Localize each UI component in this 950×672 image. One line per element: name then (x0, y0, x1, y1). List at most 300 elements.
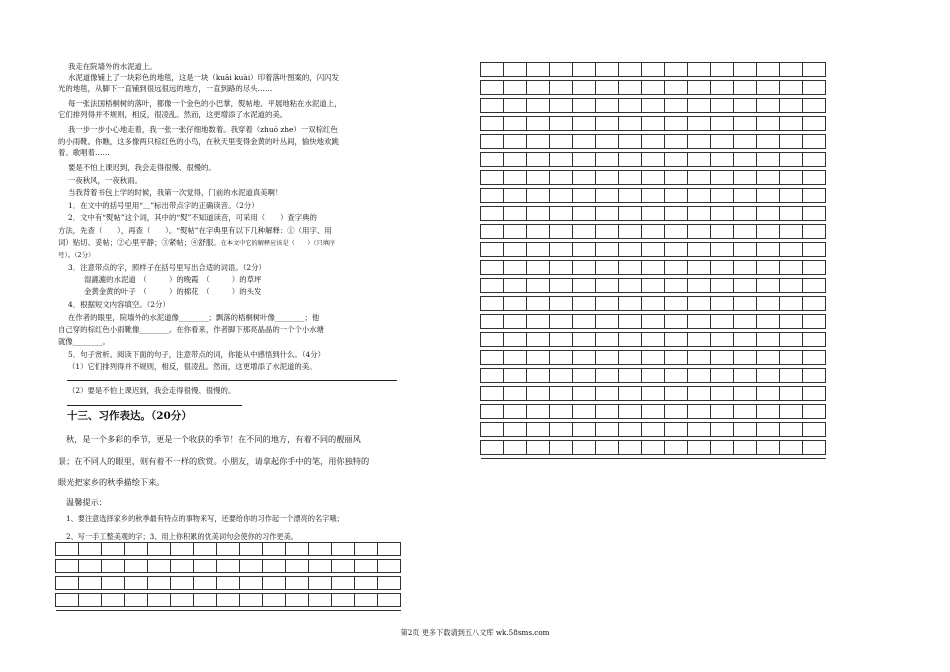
grid-cell[interactable] (780, 135, 803, 149)
grid-cell[interactable] (803, 225, 826, 239)
grid-cell[interactable] (125, 594, 148, 607)
grid-cell[interactable] (734, 387, 757, 401)
grid-cell[interactable] (481, 153, 504, 167)
grid-cell[interactable] (734, 99, 757, 113)
grid-cell[interactable] (711, 189, 734, 203)
grid-cell[interactable] (619, 171, 642, 185)
grid-cell[interactable] (734, 225, 757, 239)
grid-cell[interactable] (642, 405, 665, 419)
grid-cell[interactable] (780, 171, 803, 185)
grid-cell[interactable] (803, 405, 826, 419)
grid-cell[interactable] (263, 577, 286, 590)
grid-cell[interactable] (504, 423, 527, 437)
grid-cell[interactable] (642, 63, 665, 77)
grid-cell[interactable] (596, 279, 619, 293)
grid-cell[interactable] (573, 81, 596, 95)
grid-cell[interactable] (642, 297, 665, 311)
grid-cell[interactable] (803, 189, 826, 203)
grid-cell[interactable] (711, 243, 734, 257)
grid-cell[interactable] (527, 297, 550, 311)
grid-cell[interactable] (688, 63, 711, 77)
grid-cell[interactable] (573, 207, 596, 221)
grid-cell[interactable] (711, 351, 734, 365)
grid-cell[interactable] (803, 135, 826, 149)
grid-cell[interactable] (481, 441, 504, 455)
grid-cell[interactable] (803, 387, 826, 401)
grid-cell[interactable] (734, 405, 757, 419)
grid-cell[interactable] (573, 63, 596, 77)
grid-cell[interactable] (688, 171, 711, 185)
grid-cell[interactable] (665, 81, 688, 95)
grid-cell[interactable] (125, 577, 148, 590)
grid-cell[interactable] (378, 577, 401, 590)
grid-cell[interactable] (102, 543, 125, 556)
grid-cell[interactable] (573, 189, 596, 203)
grid-cell[interactable] (619, 369, 642, 383)
grid-cell[interactable] (803, 261, 826, 275)
grid-cell[interactable] (504, 243, 527, 257)
grid-cell[interactable] (619, 261, 642, 275)
grid-cell[interactable] (504, 441, 527, 455)
grid-cell[interactable] (79, 543, 102, 556)
grid-cell[interactable] (481, 369, 504, 383)
grid-cell[interactable] (481, 117, 504, 131)
grid-cell[interactable] (688, 81, 711, 95)
grid-cell[interactable] (780, 261, 803, 275)
grid-cell[interactable] (286, 543, 309, 556)
grid-cell[interactable] (550, 63, 573, 77)
grid-cell[interactable] (527, 225, 550, 239)
grid-cell[interactable] (550, 315, 573, 329)
grid-cell[interactable] (527, 171, 550, 185)
grid-cell[interactable] (734, 333, 757, 347)
answer-line[interactable] (67, 405, 242, 406)
grid-cell[interactable] (619, 333, 642, 347)
grid-cell[interactable] (527, 135, 550, 149)
grid-cell[interactable] (780, 153, 803, 167)
grid-cell[interactable] (757, 207, 780, 221)
grid-cell[interactable] (504, 387, 527, 401)
grid-cell[interactable] (642, 423, 665, 437)
grid-cell[interactable] (757, 189, 780, 203)
grid-cell[interactable] (803, 369, 826, 383)
grid-cell[interactable] (665, 405, 688, 419)
grid-cell[interactable] (309, 543, 332, 556)
grid-cell[interactable] (481, 225, 504, 239)
grid-cell[interactable] (332, 560, 355, 573)
grid-cell[interactable] (619, 315, 642, 329)
grid-cell[interactable] (757, 387, 780, 401)
grid-cell[interactable] (711, 441, 734, 455)
grid-cell[interactable] (665, 387, 688, 401)
grid-cell[interactable] (757, 333, 780, 347)
grid-cell[interactable] (286, 594, 309, 607)
grid-cell[interactable] (665, 153, 688, 167)
grid-cell[interactable] (803, 63, 826, 77)
grid-cell[interactable] (573, 225, 596, 239)
grid-cell[interactable] (550, 225, 573, 239)
grid-cell[interactable] (803, 315, 826, 329)
grid-cell[interactable] (757, 423, 780, 437)
grid-cell[interactable] (711, 117, 734, 131)
grid-cell[interactable] (263, 594, 286, 607)
grid-cell[interactable] (378, 543, 401, 556)
grid-cell[interactable] (619, 423, 642, 437)
grid-cell[interactable] (688, 279, 711, 293)
grid-cell[interactable] (527, 99, 550, 113)
grid-cell[interactable] (217, 594, 240, 607)
grid-cell[interactable] (757, 63, 780, 77)
grid-cell[interactable] (573, 153, 596, 167)
grid-cell[interactable] (504, 315, 527, 329)
grid-cell[interactable] (757, 297, 780, 311)
grid-cell[interactable] (481, 387, 504, 401)
grid-cell[interactable] (711, 207, 734, 221)
grid-cell[interactable] (642, 333, 665, 347)
grid-cell[interactable] (263, 543, 286, 556)
grid-cell[interactable] (688, 153, 711, 167)
grid-cell[interactable] (665, 351, 688, 365)
grid-cell[interactable] (757, 369, 780, 383)
grid-cell[interactable] (550, 369, 573, 383)
grid-cell[interactable] (504, 63, 527, 77)
grid-cell[interactable] (596, 135, 619, 149)
grid-cell[interactable] (780, 387, 803, 401)
grid-cell[interactable] (596, 225, 619, 239)
grid-cell[interactable] (619, 405, 642, 419)
grid-cell[interactable] (596, 243, 619, 257)
grid-cell[interactable] (734, 261, 757, 275)
grid-cell[interactable] (711, 99, 734, 113)
grid-cell[interactable] (665, 117, 688, 131)
grid-cell[interactable] (734, 135, 757, 149)
grid-cell[interactable] (757, 315, 780, 329)
grid-cell[interactable] (642, 99, 665, 113)
grid-cell[interactable] (757, 225, 780, 239)
grid-cell[interactable] (780, 351, 803, 365)
grid-cell[interactable] (803, 279, 826, 293)
grid-cell[interactable] (665, 207, 688, 221)
grid-cell[interactable] (355, 543, 378, 556)
grid-cell[interactable] (550, 351, 573, 365)
grid-cell[interactable] (619, 441, 642, 455)
grid-cell[interactable] (504, 405, 527, 419)
writing-grid-right[interactable] (480, 62, 826, 459)
grid-cell[interactable] (757, 279, 780, 293)
grid-cell[interactable] (642, 189, 665, 203)
grid-cell[interactable] (734, 369, 757, 383)
grid-cell[interactable] (596, 81, 619, 95)
grid-cell[interactable] (711, 63, 734, 77)
grid-cell[interactable] (780, 99, 803, 113)
grid-cell[interactable] (527, 387, 550, 401)
grid-cell[interactable] (619, 189, 642, 203)
grid-cell[interactable] (194, 577, 217, 590)
grid-cell[interactable] (803, 243, 826, 257)
grid-cell[interactable] (803, 153, 826, 167)
grid-cell[interactable] (711, 81, 734, 95)
grid-cell[interactable] (171, 543, 194, 556)
grid-cell[interactable] (757, 351, 780, 365)
grid-cell[interactable] (619, 351, 642, 365)
grid-cell[interactable] (619, 243, 642, 257)
grid-cell[interactable] (481, 171, 504, 185)
grid-cell[interactable] (481, 279, 504, 293)
grid-cell[interactable] (171, 577, 194, 590)
grid-cell[interactable] (240, 560, 263, 573)
grid-cell[interactable] (504, 189, 527, 203)
grid-cell[interactable] (803, 441, 826, 455)
grid-cell[interactable] (803, 117, 826, 131)
grid-cell[interactable] (194, 594, 217, 607)
grid-cell[interactable] (619, 135, 642, 149)
grid-cell[interactable] (780, 81, 803, 95)
grid-cell[interactable] (79, 577, 102, 590)
grid-cell[interactable] (102, 577, 125, 590)
grid-cell[interactable] (688, 225, 711, 239)
grid-cell[interactable] (332, 594, 355, 607)
grid-cell[interactable] (550, 261, 573, 275)
grid-cell[interactable] (596, 441, 619, 455)
grid-cell[interactable] (734, 279, 757, 293)
grid-cell[interactable] (481, 261, 504, 275)
grid-cell[interactable] (642, 81, 665, 95)
grid-cell[interactable] (504, 135, 527, 149)
grid-cell[interactable] (711, 369, 734, 383)
grid-cell[interactable] (596, 99, 619, 113)
grid-cell[interactable] (642, 117, 665, 131)
grid-cell[interactable] (642, 207, 665, 221)
grid-cell[interactable] (665, 441, 688, 455)
grid-cell[interactable] (596, 423, 619, 437)
grid-cell[interactable] (642, 261, 665, 275)
grid-cell[interactable] (711, 387, 734, 401)
grid-cell[interactable] (596, 333, 619, 347)
grid-cell[interactable] (780, 423, 803, 437)
grid-cell[interactable] (757, 171, 780, 185)
grid-cell[interactable] (734, 63, 757, 77)
grid-cell[interactable] (217, 577, 240, 590)
grid-cell[interactable] (711, 315, 734, 329)
grid-cell[interactable] (550, 153, 573, 167)
grid-cell[interactable] (803, 171, 826, 185)
grid-cell[interactable] (665, 261, 688, 275)
grid-cell[interactable] (550, 171, 573, 185)
grid-cell[interactable] (378, 594, 401, 607)
grid-cell[interactable] (665, 315, 688, 329)
grid-cell[interactable] (527, 63, 550, 77)
grid-cell[interactable] (688, 99, 711, 113)
grid-cell[interactable] (688, 189, 711, 203)
grid-cell[interactable] (573, 279, 596, 293)
grid-cell[interactable] (527, 117, 550, 131)
grid-cell[interactable] (481, 243, 504, 257)
grid-cell[interactable] (619, 225, 642, 239)
grid-cell[interactable] (286, 577, 309, 590)
grid-cell[interactable] (56, 560, 79, 573)
grid-cell[interactable] (688, 261, 711, 275)
grid-cell[interactable] (527, 441, 550, 455)
grid-cell[interactable] (734, 423, 757, 437)
grid-cell[interactable] (665, 423, 688, 437)
grid-cell[interactable] (757, 153, 780, 167)
grid-cell[interactable] (665, 279, 688, 293)
grid-cell[interactable] (780, 279, 803, 293)
grid-cell[interactable] (240, 594, 263, 607)
grid-cell[interactable] (504, 261, 527, 275)
grid-cell[interactable] (504, 207, 527, 221)
grid-cell[interactable] (734, 351, 757, 365)
grid-cell[interactable] (125, 560, 148, 573)
grid-cell[interactable] (240, 543, 263, 556)
grid-cell[interactable] (56, 577, 79, 590)
grid-cell[interactable] (734, 207, 757, 221)
grid-cell[interactable] (619, 99, 642, 113)
grid-cell[interactable] (102, 560, 125, 573)
grid-cell[interactable] (780, 441, 803, 455)
grid-cell[interactable] (665, 171, 688, 185)
grid-cell[interactable] (780, 333, 803, 347)
grid-cell[interactable] (665, 369, 688, 383)
grid-cell[interactable] (757, 99, 780, 113)
grid-cell[interactable] (171, 560, 194, 573)
grid-cell[interactable] (780, 405, 803, 419)
grid-cell[interactable] (481, 423, 504, 437)
grid-cell[interactable] (286, 560, 309, 573)
grid-cell[interactable] (550, 81, 573, 95)
grid-cell[interactable] (688, 117, 711, 131)
grid-cell[interactable] (573, 117, 596, 131)
grid-cell[interactable] (803, 423, 826, 437)
grid-cell[interactable] (619, 117, 642, 131)
grid-cell[interactable] (711, 423, 734, 437)
grid-cell[interactable] (734, 243, 757, 257)
grid-cell[interactable] (642, 387, 665, 401)
grid-cell[interactable] (148, 560, 171, 573)
grid-cell[interactable] (711, 153, 734, 167)
grid-cell[interactable] (527, 315, 550, 329)
grid-cell[interactable] (355, 577, 378, 590)
grid-cell[interactable] (481, 135, 504, 149)
grid-cell[interactable] (619, 297, 642, 311)
grid-cell[interactable] (711, 297, 734, 311)
grid-cell[interactable] (734, 117, 757, 131)
grid-cell[interactable] (711, 279, 734, 293)
grid-cell[interactable] (665, 243, 688, 257)
grid-cell[interactable] (217, 543, 240, 556)
grid-cell[interactable] (504, 81, 527, 95)
grid-cell[interactable] (504, 369, 527, 383)
grid-cell[interactable] (481, 99, 504, 113)
grid-cell[interactable] (688, 423, 711, 437)
grid-cell[interactable] (596, 117, 619, 131)
grid-cell[interactable] (481, 297, 504, 311)
grid-cell[interactable] (573, 333, 596, 347)
grid-cell[interactable] (711, 333, 734, 347)
grid-cell[interactable] (757, 243, 780, 257)
grid-cell[interactable] (734, 441, 757, 455)
grid-cell[interactable] (309, 577, 332, 590)
grid-cell[interactable] (642, 315, 665, 329)
grid-cell[interactable] (642, 243, 665, 257)
grid-cell[interactable] (56, 594, 79, 607)
grid-cell[interactable] (504, 297, 527, 311)
grid-cell[interactable] (309, 594, 332, 607)
grid-cell[interactable] (619, 81, 642, 95)
grid-cell[interactable] (550, 243, 573, 257)
grid-cell[interactable] (665, 99, 688, 113)
grid-cell[interactable] (550, 333, 573, 347)
grid-cell[interactable] (734, 81, 757, 95)
grid-cell[interactable] (527, 369, 550, 383)
grid-cell[interactable] (550, 441, 573, 455)
grid-cell[interactable] (803, 333, 826, 347)
grid-cell[interactable] (596, 315, 619, 329)
grid-cell[interactable] (596, 207, 619, 221)
grid-cell[interactable] (504, 99, 527, 113)
grid-cell[interactable] (665, 63, 688, 77)
grid-cell[interactable] (504, 225, 527, 239)
grid-cell[interactable] (688, 297, 711, 311)
grid-cell[interactable] (527, 261, 550, 275)
grid-cell[interactable] (550, 405, 573, 419)
grid-cell[interactable] (309, 560, 332, 573)
grid-cell[interactable] (688, 135, 711, 149)
grid-cell[interactable] (550, 279, 573, 293)
grid-cell[interactable] (596, 261, 619, 275)
grid-cell[interactable] (355, 560, 378, 573)
grid-cell[interactable] (757, 441, 780, 455)
grid-cell[interactable] (688, 369, 711, 383)
grid-cell[interactable] (596, 405, 619, 419)
grid-cell[interactable] (596, 297, 619, 311)
grid-cell[interactable] (504, 171, 527, 185)
grid-cell[interactable] (527, 405, 550, 419)
grid-cell[interactable] (803, 297, 826, 311)
grid-cell[interactable] (780, 63, 803, 77)
grid-cell[interactable] (148, 543, 171, 556)
grid-cell[interactable] (711, 261, 734, 275)
grid-cell[interactable] (619, 387, 642, 401)
grid-cell[interactable] (573, 351, 596, 365)
grid-cell[interactable] (688, 441, 711, 455)
grid-cell[interactable] (757, 117, 780, 131)
writing-grid-left[interactable] (55, 542, 401, 611)
grid-cell[interactable] (780, 117, 803, 131)
grid-cell[interactable] (550, 423, 573, 437)
grid-cell[interactable] (481, 315, 504, 329)
grid-cell[interactable] (688, 351, 711, 365)
grid-cell[interactable] (573, 441, 596, 455)
grid-cell[interactable] (573, 261, 596, 275)
grid-cell[interactable] (642, 153, 665, 167)
grid-cell[interactable] (263, 560, 286, 573)
grid-cell[interactable] (596, 387, 619, 401)
grid-cell[interactable] (642, 171, 665, 185)
grid-cell[interactable] (194, 543, 217, 556)
grid-cell[interactable] (780, 189, 803, 203)
grid-cell[interactable] (619, 63, 642, 77)
grid-cell[interactable] (550, 297, 573, 311)
grid-cell[interactable] (504, 153, 527, 167)
grid-cell[interactable] (665, 189, 688, 203)
grid-cell[interactable] (803, 81, 826, 95)
grid-cell[interactable] (332, 543, 355, 556)
grid-cell[interactable] (481, 81, 504, 95)
grid-cell[interactable] (481, 351, 504, 365)
grid-cell[interactable] (780, 297, 803, 311)
grid-cell[interactable] (332, 577, 355, 590)
